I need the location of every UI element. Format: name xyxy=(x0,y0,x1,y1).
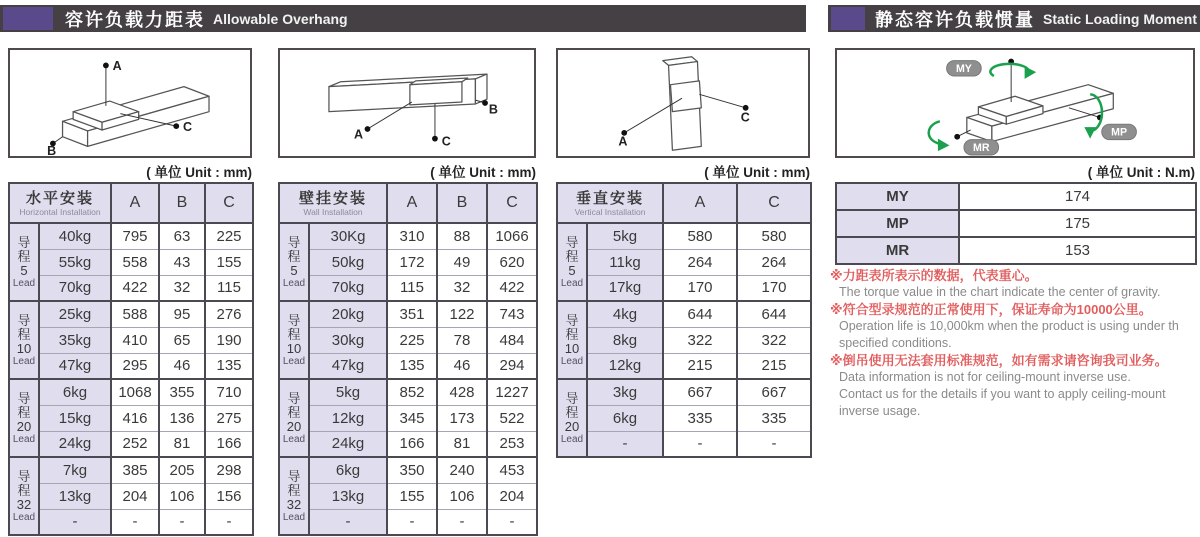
point-c-label: C xyxy=(740,110,750,125)
table-row xyxy=(279,405,537,431)
wall-installation-diagram xyxy=(278,48,536,158)
lead-number: 10 xyxy=(16,340,32,356)
horizontal-installation-table xyxy=(8,182,254,536)
section-title-zh: 容许负载力距表 xyxy=(65,9,205,30)
value-cell: 355 xyxy=(159,379,205,405)
table-title-en: Horizontal Installation xyxy=(19,206,101,217)
lead-number: 20 xyxy=(564,418,580,434)
value-cell: 335 xyxy=(663,405,737,431)
moment-label: MR xyxy=(836,237,959,264)
table-title-zh: 水平安装 xyxy=(26,189,95,207)
lead-zh: 导程 xyxy=(565,312,579,342)
table-header-row xyxy=(279,183,537,223)
footnotes xyxy=(830,267,1198,420)
lead-cell xyxy=(279,223,309,301)
value-cell: 410 xyxy=(111,327,159,353)
lead-zh: 导程 xyxy=(287,468,301,498)
value-cell: 46 xyxy=(437,353,487,379)
section-title-zh: 静态容许负载惯量 xyxy=(875,9,1035,30)
lead-cell xyxy=(9,457,39,535)
table-row xyxy=(279,275,537,301)
value-cell: 275 xyxy=(205,405,253,431)
value-cell: 215 xyxy=(737,353,811,379)
lead-en: Lead xyxy=(12,511,36,523)
lead-zh: 导程 xyxy=(17,390,31,420)
value-cell: 204 xyxy=(487,483,537,509)
load-cell: 40kg xyxy=(39,223,111,249)
load-cell: - xyxy=(587,431,663,457)
lead-en: Lead xyxy=(282,511,306,523)
moment-row xyxy=(836,237,1196,264)
unit-label-mm: ( 单位 Unit : mm) xyxy=(704,165,810,180)
load-cell: 4kg xyxy=(587,301,663,327)
load-cell: 12kg xyxy=(309,405,387,431)
load-cell: - xyxy=(309,509,387,535)
value-cell: 65 xyxy=(159,327,205,353)
lead-en: Lead xyxy=(560,355,584,367)
actuator-body xyxy=(63,87,209,147)
column-header: B xyxy=(437,183,487,223)
table-row xyxy=(557,249,811,275)
value-cell: 345 xyxy=(387,405,437,431)
value-cell: 115 xyxy=(205,275,253,301)
static-moment-table xyxy=(835,182,1197,265)
table-row xyxy=(557,301,811,327)
load-cell: 70kg xyxy=(39,275,111,301)
table-row xyxy=(279,457,537,483)
value-cell: 350 xyxy=(387,457,437,483)
table-row xyxy=(9,405,253,431)
table-row xyxy=(9,327,253,353)
actuator-body xyxy=(663,57,702,150)
table-row xyxy=(557,353,811,379)
table-row xyxy=(279,301,537,327)
load-cell: 70kg xyxy=(309,275,387,301)
value-cell: 135 xyxy=(205,353,253,379)
unit-label-mm: ( 单位 Unit : mm) xyxy=(146,165,252,180)
value-cell: 322 xyxy=(737,327,811,353)
note-item xyxy=(830,301,1198,352)
note-zh: ※符合型录规范的正常使用下，保证寿命为10000公里。 xyxy=(830,302,1152,317)
lead-number: 20 xyxy=(286,418,302,434)
allowable-overhang-header xyxy=(0,5,806,32)
lead-number: 32 xyxy=(286,496,302,512)
table-title-zh: 垂直安装 xyxy=(575,189,644,207)
table-row xyxy=(9,483,253,509)
column-header: A xyxy=(663,183,737,223)
load-cell: 17kg xyxy=(587,275,663,301)
value-cell: 49 xyxy=(437,249,487,275)
mp-badge-label: MP xyxy=(1111,126,1128,139)
table-row xyxy=(279,483,537,509)
value-cell: 264 xyxy=(737,249,811,275)
value-cell: 795 xyxy=(111,223,159,249)
value-cell: 88 xyxy=(437,223,487,249)
value-cell: - xyxy=(387,509,437,535)
value-cell: 81 xyxy=(437,431,487,457)
lead-cell xyxy=(9,379,39,457)
value-cell: 225 xyxy=(205,223,253,249)
value-cell: 580 xyxy=(663,223,737,249)
value-cell: 204 xyxy=(111,483,159,509)
value-cell: 173 xyxy=(437,405,487,431)
lead-en: Lead xyxy=(12,355,36,367)
load-cell: 8kg xyxy=(587,327,663,353)
note-en: Data information is not for ceiling-mount inverse use. xyxy=(839,370,1131,384)
note-en: The torque value in the chart indicate the center of gravity. xyxy=(839,285,1161,299)
value-cell: 667 xyxy=(737,379,811,405)
value-cell: 558 xyxy=(111,249,159,275)
value-cell: 252 xyxy=(111,431,159,457)
value-cell: 136 xyxy=(159,405,205,431)
table-row xyxy=(9,301,253,327)
lead-zh: 导程 xyxy=(565,390,579,420)
value-cell: 106 xyxy=(159,483,205,509)
note-zh: ※倒吊使用无法套用标准规范，如有需求请咨询我司业务。 xyxy=(830,353,1168,368)
my-badge-label: MY xyxy=(955,63,972,76)
lead-en: Lead xyxy=(282,433,306,445)
load-cell: 3kg xyxy=(587,379,663,405)
value-cell: 122 xyxy=(437,301,487,327)
note-en: Contact us for the details if you want to apply ceiling-mount xyxy=(839,387,1166,401)
note-zh: ※力距表所表示的数据，代表重心。 xyxy=(830,268,1038,283)
value-cell: 46 xyxy=(159,353,205,379)
lead-number: 10 xyxy=(286,340,302,356)
lead-en: Lead xyxy=(12,433,36,445)
table-row xyxy=(279,509,537,535)
value-cell: - xyxy=(159,509,205,535)
value-cell: 710 xyxy=(205,379,253,405)
point-a-label: A xyxy=(354,127,364,142)
value-cell: 170 xyxy=(663,275,737,301)
point-a-label: A xyxy=(618,134,628,149)
value-cell: 172 xyxy=(387,249,437,275)
section-title-en: Static Loading Moment xyxy=(1043,10,1197,27)
value-cell: - xyxy=(487,509,537,535)
unit-label-mm: ( 单位 Unit : mm) xyxy=(430,165,536,180)
table-row xyxy=(279,431,537,457)
load-cell: 24kg xyxy=(39,431,111,457)
value-cell: 453 xyxy=(487,457,537,483)
table-row xyxy=(557,327,811,353)
table-row xyxy=(9,379,253,405)
load-cell: 30Kg xyxy=(309,223,387,249)
value-cell: 294 xyxy=(487,353,537,379)
value-cell: 78 xyxy=(437,327,487,353)
value-cell: 166 xyxy=(205,431,253,457)
value-cell: 63 xyxy=(159,223,205,249)
value-cell: 422 xyxy=(111,275,159,301)
table-row xyxy=(9,223,253,249)
load-cell: 30kg xyxy=(309,327,387,353)
lead-number: 10 xyxy=(564,340,580,356)
value-cell: 644 xyxy=(663,301,737,327)
note-en: inverse usage. xyxy=(839,404,921,418)
value-cell: 335 xyxy=(737,405,811,431)
point-b-label: B xyxy=(488,102,498,117)
lead-cell xyxy=(279,457,309,535)
moment-row xyxy=(836,210,1196,237)
lead-number: 5 xyxy=(20,262,28,278)
lead-cell xyxy=(557,379,587,457)
lead-en: Lead xyxy=(282,355,306,367)
table-row xyxy=(279,223,537,249)
value-cell: - xyxy=(737,431,811,457)
lead-cell xyxy=(557,301,587,379)
point-c-label: C xyxy=(182,119,193,134)
load-cell: 15kg xyxy=(39,405,111,431)
lead-en: Lead xyxy=(12,277,36,289)
value-cell: 95 xyxy=(159,301,205,327)
lead-zh: 导程 xyxy=(287,234,301,264)
value-cell: 588 xyxy=(111,301,159,327)
load-cell: 47kg xyxy=(39,353,111,379)
table-row xyxy=(9,431,253,457)
lead-zh: 导程 xyxy=(565,234,579,264)
load-cell: 7kg xyxy=(39,457,111,483)
value-cell: 225 xyxy=(387,327,437,353)
lead-en: Lead xyxy=(560,433,584,445)
lead-number: 20 xyxy=(16,418,32,434)
value-cell: 620 xyxy=(487,249,537,275)
column-header: C xyxy=(205,183,253,223)
value-cell: 81 xyxy=(159,431,205,457)
table-row xyxy=(279,249,537,275)
column-header: A xyxy=(387,183,437,223)
accent-square xyxy=(3,7,53,30)
table-title-cell xyxy=(279,183,387,223)
value-cell: 166 xyxy=(387,431,437,457)
point-c-label: C xyxy=(441,134,451,149)
value-cell: 667 xyxy=(663,379,737,405)
column-header: C xyxy=(737,183,811,223)
value-cell: 264 xyxy=(663,249,737,275)
moment-value: 153 xyxy=(959,237,1196,264)
table-title-en: Wall Installation xyxy=(303,206,363,217)
value-cell: - xyxy=(437,509,487,535)
value-cell: 422 xyxy=(487,275,537,301)
value-cell: 32 xyxy=(159,275,205,301)
table-row xyxy=(557,431,811,457)
table-row xyxy=(9,249,253,275)
value-cell: 170 xyxy=(737,275,811,301)
lead-cell xyxy=(279,379,309,457)
load-cell: 50kg xyxy=(309,249,387,275)
lead-cell xyxy=(557,223,587,301)
value-cell: - xyxy=(205,509,253,535)
load-cell: 6kg xyxy=(309,457,387,483)
table-title-cell xyxy=(557,183,663,223)
table-row xyxy=(557,223,811,249)
lead-cell xyxy=(279,301,309,379)
value-cell: - xyxy=(663,431,737,457)
value-cell: 484 xyxy=(487,327,537,353)
value-cell: 205 xyxy=(159,457,205,483)
moment-label: MP xyxy=(836,210,959,237)
lead-en: Lead xyxy=(560,277,584,289)
value-cell: 156 xyxy=(205,483,253,509)
value-cell: 276 xyxy=(205,301,253,327)
table-row xyxy=(9,457,253,483)
load-cell: 47kg xyxy=(309,353,387,379)
value-cell: 416 xyxy=(111,405,159,431)
moment-row xyxy=(836,183,1196,210)
table-header-row xyxy=(9,183,253,223)
value-cell: 295 xyxy=(111,353,159,379)
horizontal-installation-diagram xyxy=(8,48,252,158)
table-row xyxy=(9,509,253,535)
value-cell: 32 xyxy=(437,275,487,301)
vertical-installation-table xyxy=(556,182,812,458)
load-cell: 24kg xyxy=(309,431,387,457)
table-row xyxy=(279,353,537,379)
accent-square xyxy=(831,7,865,30)
moment-value: 174 xyxy=(959,183,1196,210)
value-cell: 155 xyxy=(205,249,253,275)
value-cell: 253 xyxy=(487,431,537,457)
lead-number: 32 xyxy=(16,496,32,512)
column-header: A xyxy=(111,183,159,223)
value-cell: 522 xyxy=(487,405,537,431)
table-header-row xyxy=(557,183,811,223)
lead-cell xyxy=(9,223,39,301)
table-title-zh: 壁挂安装 xyxy=(299,189,368,207)
value-cell: 240 xyxy=(437,457,487,483)
load-cell: 6kg xyxy=(587,405,663,431)
value-cell: 743 xyxy=(487,301,537,327)
load-cell: 35kg xyxy=(39,327,111,353)
value-cell: 322 xyxy=(663,327,737,353)
lead-zh: 导程 xyxy=(17,468,31,498)
lead-number: 5 xyxy=(568,262,576,278)
note-en: specified conditions. xyxy=(839,336,952,350)
value-cell: 351 xyxy=(387,301,437,327)
actuator-body xyxy=(329,74,487,112)
value-cell: 385 xyxy=(111,457,159,483)
value-cell: 215 xyxy=(663,353,737,379)
lead-number: 5 xyxy=(290,262,298,278)
table-row xyxy=(9,275,253,301)
load-cell: 5kg xyxy=(309,379,387,405)
table-title-en: Vertical Installation xyxy=(574,206,646,217)
table-row xyxy=(557,405,811,431)
load-cell: 13kg xyxy=(39,483,111,509)
point-a-label: A xyxy=(112,59,122,74)
moment-value: 175 xyxy=(959,210,1196,237)
load-cell: 13kg xyxy=(309,483,387,509)
value-cell: 298 xyxy=(205,457,253,483)
wall-installation-table xyxy=(278,182,538,536)
table-row xyxy=(557,275,811,301)
note-item xyxy=(830,267,1198,301)
table-row xyxy=(279,379,537,405)
table-row xyxy=(9,353,253,379)
value-cell: 310 xyxy=(387,223,437,249)
mr-badge-label: MR xyxy=(973,142,990,155)
moment-label: MY xyxy=(836,183,959,210)
lead-zh: 导程 xyxy=(287,312,301,342)
value-cell: 106 xyxy=(437,483,487,509)
unit-label-nm: ( 单位 Unit : N.m) xyxy=(1087,165,1195,180)
load-cell: 55kg xyxy=(39,249,111,275)
point-b-label: B xyxy=(47,144,57,156)
value-cell: 1227 xyxy=(487,379,537,405)
value-cell: 190 xyxy=(205,327,253,353)
load-cell: 12kg xyxy=(587,353,663,379)
static-loading-moment-header xyxy=(828,5,1200,32)
table-row xyxy=(557,379,811,405)
value-cell: 1066 xyxy=(487,223,537,249)
lead-zh: 导程 xyxy=(17,312,31,342)
vertical-installation-diagram xyxy=(556,48,810,158)
table-row xyxy=(279,327,537,353)
lead-cell xyxy=(9,301,39,379)
value-cell: 428 xyxy=(437,379,487,405)
value-cell: 1068 xyxy=(111,379,159,405)
value-cell: 115 xyxy=(387,275,437,301)
lead-zh: 导程 xyxy=(17,234,31,264)
note-en: Operation life is 10,000km when the product is using under th xyxy=(839,319,1179,333)
column-header: B xyxy=(159,183,205,223)
section-title-en: Allowable Overhang xyxy=(213,10,348,27)
value-cell: 43 xyxy=(159,249,205,275)
moment-diagram xyxy=(835,48,1195,158)
value-cell: 135 xyxy=(387,353,437,379)
value-cell: 580 xyxy=(737,223,811,249)
value-cell: 644 xyxy=(737,301,811,327)
load-cell: 6kg xyxy=(39,379,111,405)
load-cell: - xyxy=(39,509,111,535)
value-cell: 155 xyxy=(387,483,437,509)
note-item xyxy=(830,352,1198,420)
load-cell: 5kg xyxy=(587,223,663,249)
value-cell: - xyxy=(111,509,159,535)
load-cell: 20kg xyxy=(309,301,387,327)
load-cell: 25kg xyxy=(39,301,111,327)
load-cell: 11kg xyxy=(587,249,663,275)
lead-en: Lead xyxy=(282,277,306,289)
table-title-cell xyxy=(9,183,111,223)
column-header: C xyxy=(487,183,537,223)
lead-zh: 导程 xyxy=(287,390,301,420)
value-cell: 852 xyxy=(387,379,437,405)
